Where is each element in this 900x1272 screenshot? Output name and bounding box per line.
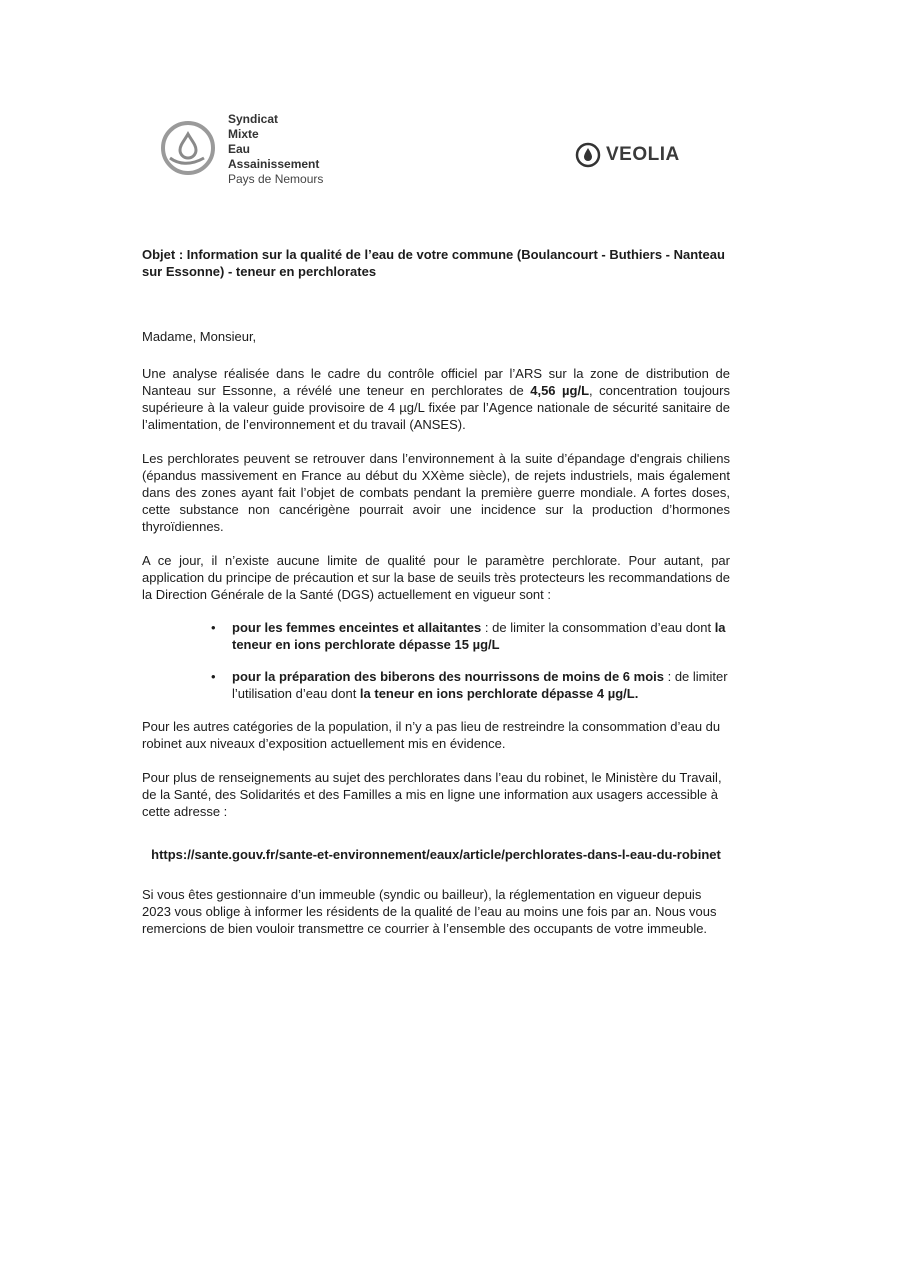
paragraph-other-population: Pour les autres catégories de la population, il n’y a pas lieu de restreindre la consommation d’eau du robinet aux niveaux d’exposition actuellement mis en évidence. <box>142 719 721 751</box>
veolia-mark-icon <box>575 142 601 168</box>
recommendation-lead: pour la préparation des biberons des nourrissons de moins de 6 mois <box>232 669 664 684</box>
partner-name: VEOLIA <box>606 144 680 165</box>
letter-subject: Objet : Information sur la qualité de l’eau de votre commune (Boulancourt - Buthiers - Nanteau sur Essonne) - teneur en perchlorates <box>142 247 725 279</box>
syndicat-name <box>228 112 323 187</box>
syndicat-logo <box>160 112 360 192</box>
recommendation-threshold: la teneur en ions perchlorate dépasse 4 µg/L. <box>359 686 639 701</box>
org-line-3: Eau <box>228 142 251 156</box>
bullet-icon: • <box>211 669 216 684</box>
paragraph-more-info: Pour plus de renseignements au sujet des perchlorates dans l’eau du robinet, le Ministère du Travail, de la Santé, des Solidarités et des Familles a mis en ligne une information aux usagers accessible à cette adresse : <box>142 770 722 819</box>
org-line-2: Mixte <box>228 127 259 141</box>
analysis-text: Une analyse réalisée dans le cadre du contrôle officiel par l’ARS sur la zone de distribution de Nanteau sur Essonne, a révélé une teneur en perchlorates de <box>142 366 730 398</box>
letter-greeting: Madame, Monsieur, <box>142 329 257 344</box>
recommendation-threshold: la teneur en ions perchlorate dépasse 15 µg/L <box>232 620 726 652</box>
org-location: Pays de Nemours <box>228 172 324 186</box>
paragraph-building-manager: Si vous êtes gestionnaire d’un immeuble (syndic ou bailleur), la réglementation en vigueur depuis 2023 vous oblige à informer les résidents de la qualité de l’eau au moins une fois par an. Nous vous remercions de bien vouloir transmettre ce courrier à l’ensemble des occupants de votre immeuble. <box>142 887 717 936</box>
analysis-text-end: , concentration toujours supérieure à la valeur guide provisoire de 4 µg/L fixée par l’Agence nationale de sécurité sanitaire de l’alimentation, de l’environnement et du travail (ANSES). <box>142 383 730 432</box>
letter-body <box>142 246 730 937</box>
water-drop-hand-icon <box>160 120 216 176</box>
paragraph-analysis <box>142 365 730 433</box>
bullet-icon: • <box>211 620 216 635</box>
paragraph-perchlorates: Les perchlorates peuvent se retrouver dans l’environnement à la suite d’épandage d'engrais chiliens (épandus massivement en France au début du XXème siècle), de rejets industriels, mais également dans des zones ayant fait l’objet de combats pendant la première guerre mondiale. A fortes doses, cette substance non cancérigène pourrait avoir une incidence sur la production d’hormones thyroïdiennes. <box>142 451 730 534</box>
recommendation-lead: pour les femmes enceintes et allaitantes <box>232 620 482 635</box>
info-url: https://sante.gouv.fr/sante-et-environnement/eaux/article/perchlorates-dans-l-eau-du-robinet <box>151 847 721 862</box>
veolia-logo <box>575 140 680 170</box>
org-line-4: Assainissement <box>228 157 320 171</box>
org-line-1: Syndicat <box>228 112 279 126</box>
recommendation-list <box>142 619 730 702</box>
list-item <box>211 668 730 702</box>
perchlorate-value: 4,56 µg/L <box>530 383 590 398</box>
paragraph-recommendations-intro: A ce jour, il n’existe aucune limite de qualité pour le paramètre perchlorate. Pour autant, par application du principe de précaution et sur la base de seuils très protecteurs les recommandations de la Direction Générale de la Santé (DGS) actuellement en vigueur sont : <box>142 553 730 602</box>
recommendation-text: : de limiter l’utilisation d’eau dont <box>232 669 728 701</box>
recommendation-text: : de limiter la consommation d’eau dont <box>481 620 715 635</box>
list-item <box>211 619 730 653</box>
